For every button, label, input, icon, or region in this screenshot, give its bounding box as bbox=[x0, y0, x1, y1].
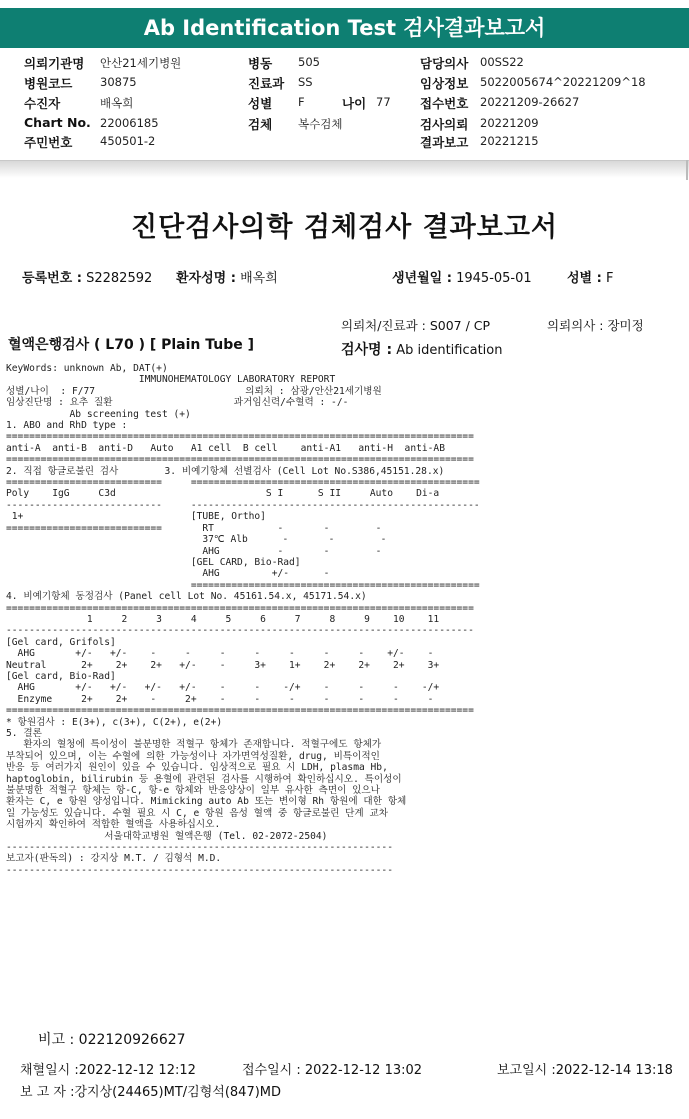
info-value: 450501-2 bbox=[100, 134, 156, 148]
report-line: 37℃ Alb - - - bbox=[6, 534, 387, 546]
report-line: 보고자(판독의) : 강지상 M.T. / 김형석 M.D. bbox=[6, 853, 222, 865]
report-line: 반응 등 여러가지 원인이 있을 수 있습니다. 임상적으로 필요 시 LDH, plasma Hb, bbox=[6, 762, 388, 774]
report-line: AHG +/- +/- - - - - - - - +/- - bbox=[6, 648, 434, 660]
info-label: 검사의뢰 bbox=[420, 117, 469, 132]
info-label: 검체 bbox=[248, 117, 273, 132]
info-value: 배옥희 bbox=[100, 96, 134, 110]
report-line: 5. 결론 bbox=[6, 728, 42, 739]
info-value: 복수검체 bbox=[298, 117, 343, 131]
report-line: =========================== ================================================== bbox=[6, 477, 480, 489]
report-line: 성별/나이 : F/77 의뢰처 : 삼광/안산21세기병원 bbox=[6, 385, 382, 397]
report-body bbox=[6, 363, 480, 876]
info-label: 진료과 bbox=[248, 76, 285, 91]
report-line: [Gel card, Bio-Rad] bbox=[6, 670, 116, 682]
report-line: =========================== RT - - - bbox=[6, 522, 382, 534]
report-line: 임상진단명 : 요추 질환 과거임신력/수혈력 : -/- bbox=[6, 397, 349, 409]
collection-datetime: 채혈일시 :2022-12-12 12:12 bbox=[20, 1063, 196, 1078]
requesting-doctor: 의뢰의사 : 장미정 bbox=[547, 318, 644, 333]
info-label: 담당의사 bbox=[420, 56, 469, 71]
report-line: AHG - - - bbox=[6, 545, 382, 557]
info-value: 20221209 bbox=[480, 116, 539, 130]
info-label: 결과보고 bbox=[420, 135, 469, 150]
test-name: 검사명 : Ab identification bbox=[341, 342, 503, 358]
report-line: Neutral 2+ 2+ 2+ +/- - 3+ 1+ 2+ 2+ 2+ 3+ bbox=[6, 659, 440, 671]
report-line: 2. 직접 항글로불린 검사 3. 비예기항체 선별검사 (Cell Lot No.S386,45151.28.x) bbox=[6, 465, 445, 477]
info-value: 20221215 bbox=[480, 134, 539, 148]
report-line: 환자는 C, e 항원 양성입니다. Mimicking auto Ab 또는 변이형 Rh 항원에 대한 항체 bbox=[6, 796, 407, 808]
info-value: 77 bbox=[376, 95, 391, 109]
remark: 비고 : 022120926627 bbox=[38, 1032, 186, 1048]
page-separator bbox=[0, 160, 689, 178]
patient-name: 환자성명 : 배옥희 bbox=[176, 271, 278, 286]
test-group: 혈액은행검사 ( L70 ) [ Plain Tube ] bbox=[8, 337, 255, 353]
report-line: ================================================== bbox=[6, 579, 480, 591]
info-label: 주민번호 bbox=[24, 135, 73, 150]
info-label: 병원코드 bbox=[24, 76, 73, 91]
report-line: haptoglobin, bilirubin 등 용혈에 관련된 검사를 시행하여 확인하십시오. 특이성이 bbox=[6, 773, 402, 785]
info-label: 임상정보 bbox=[420, 76, 469, 91]
report-line: 시험까지 확인하여 적합한 혈액을 사용하십시오. bbox=[6, 819, 221, 831]
report-line: Enzyme 2+ 2+ - 2+ - - - - - - - bbox=[6, 693, 434, 705]
report-line: --------------------------------------------------------------------------------- bbox=[6, 625, 474, 637]
info-value: F bbox=[298, 95, 305, 109]
report-line: 1+ [TUBE, Ortho] bbox=[6, 511, 266, 523]
registration-number: 등록번호 : S2282592 bbox=[22, 271, 153, 286]
report-title: 진단검사의학 검체검사 결과보고서 bbox=[130, 212, 559, 243]
info-label: Chart No. bbox=[24, 115, 91, 130]
patient-sex: 성별 : F bbox=[567, 271, 614, 286]
date-of-birth: 생년월일 : 1945-05-01 bbox=[392, 271, 532, 286]
report-line: 부착되어 있으며, 이는 수혈에 의한 가능성이나 자가면역성질환, drug, 비특이적인 bbox=[6, 750, 380, 762]
page-separator-edge bbox=[686, 160, 688, 180]
info-value: 20221209-26627 bbox=[480, 95, 580, 109]
report-line: [GEL CARD, Bio-Rad] bbox=[6, 556, 301, 568]
report-line: IMMUNOHEMATOLOGY LABORATORY REPORT bbox=[6, 374, 336, 386]
report-line: * 항원검사 : E(3+), c(3+), C(2+), e(2+) bbox=[6, 716, 223, 728]
reporter: 보 고 자 :강지상(24465)MT/김형석(847)MD bbox=[20, 1085, 282, 1100]
info-value: 505 bbox=[298, 55, 320, 69]
info-label: 병동 bbox=[248, 56, 273, 71]
info-label: 접수번호 bbox=[420, 96, 469, 111]
info-value: 22006185 bbox=[100, 116, 159, 130]
report-line: KeyWords: unknown Ab, DAT(+) bbox=[6, 363, 168, 374]
report-line: 1. ABO and RhD type : bbox=[6, 420, 128, 432]
info-value: SS bbox=[298, 75, 313, 89]
info-label: 수진자 bbox=[24, 96, 61, 111]
report-header-title: Ab Identification Test 검사결과보고서 bbox=[0, 8, 689, 48]
received-datetime: 접수일시 : 2022-12-12 13:02 bbox=[242, 1063, 423, 1078]
report-line: ================================================================================= bbox=[6, 454, 474, 466]
report-line: ================================================================================= bbox=[6, 705, 474, 717]
report-line: ================================================================================= bbox=[6, 431, 474, 443]
info-value: 00SS22 bbox=[480, 55, 524, 69]
report-line: ------------------------------------------------------------------- bbox=[6, 842, 393, 854]
info-value: 5022005674^20221209^18 bbox=[480, 75, 646, 89]
requesting-department: 의뢰처/진료과 : S007 / CP bbox=[341, 318, 491, 333]
report-line: 1 2 3 4 5 6 7 8 9 10 11 bbox=[6, 613, 440, 625]
request-info-grid bbox=[24, 54, 684, 154]
report-line: AHG +/- +/- +/- +/- - - -/+ - - - -/+ bbox=[6, 682, 440, 694]
report-line: 환자의 혈청에 특이성이 불분명한 적혈구 항체가 존재합니다. 적혈구에도 항체가 bbox=[6, 739, 382, 751]
info-label: 성별 bbox=[248, 96, 273, 111]
report-line: 4. 비예기항체 동정검사 (Panel cell Lot No. 45161.54.x, 45171.54.x) bbox=[6, 591, 367, 603]
report-line: Poly IgG C3d S I S II Auto Di-a bbox=[6, 488, 440, 500]
report-line: anti-A anti-B anti-D Auto A1 cell B cell anti-A1 anti-H anti-AB bbox=[6, 442, 445, 454]
report-line: AHG +/- - bbox=[6, 568, 330, 580]
report-line: --------------------------- -------------------------------------------------- bbox=[6, 499, 480, 511]
report-line: ================================================================================= bbox=[6, 602, 474, 614]
report-datetime: 보고일시 :2022-12-14 13:18 bbox=[497, 1063, 673, 1078]
report-line: 일 가능성도 있습니다. 수혈 필요 시 C, e 항원 음성 혈액 중 항글로불린 단계 교차 bbox=[6, 807, 388, 819]
report-line: Ab screening test (+) bbox=[6, 408, 191, 420]
report-line: ------------------------------------------------------------------- bbox=[6, 864, 393, 876]
report-line: 서울대학교병원 혈액은행 (Tel. 02-2072-2504) bbox=[6, 830, 328, 842]
info-label: 나이 bbox=[342, 96, 367, 111]
info-label: 의뢰기관명 bbox=[24, 56, 85, 71]
info-value: 30875 bbox=[100, 75, 137, 89]
report-line: [Gel card, Grifols] bbox=[6, 636, 116, 648]
info-value: 안산21세기병원 bbox=[100, 56, 182, 70]
report-line: 불분명한 적혈구 항체는 항-C, 항-e 항체와 반응양상이 일부 유사한 측면이 있으나 bbox=[6, 785, 380, 797]
